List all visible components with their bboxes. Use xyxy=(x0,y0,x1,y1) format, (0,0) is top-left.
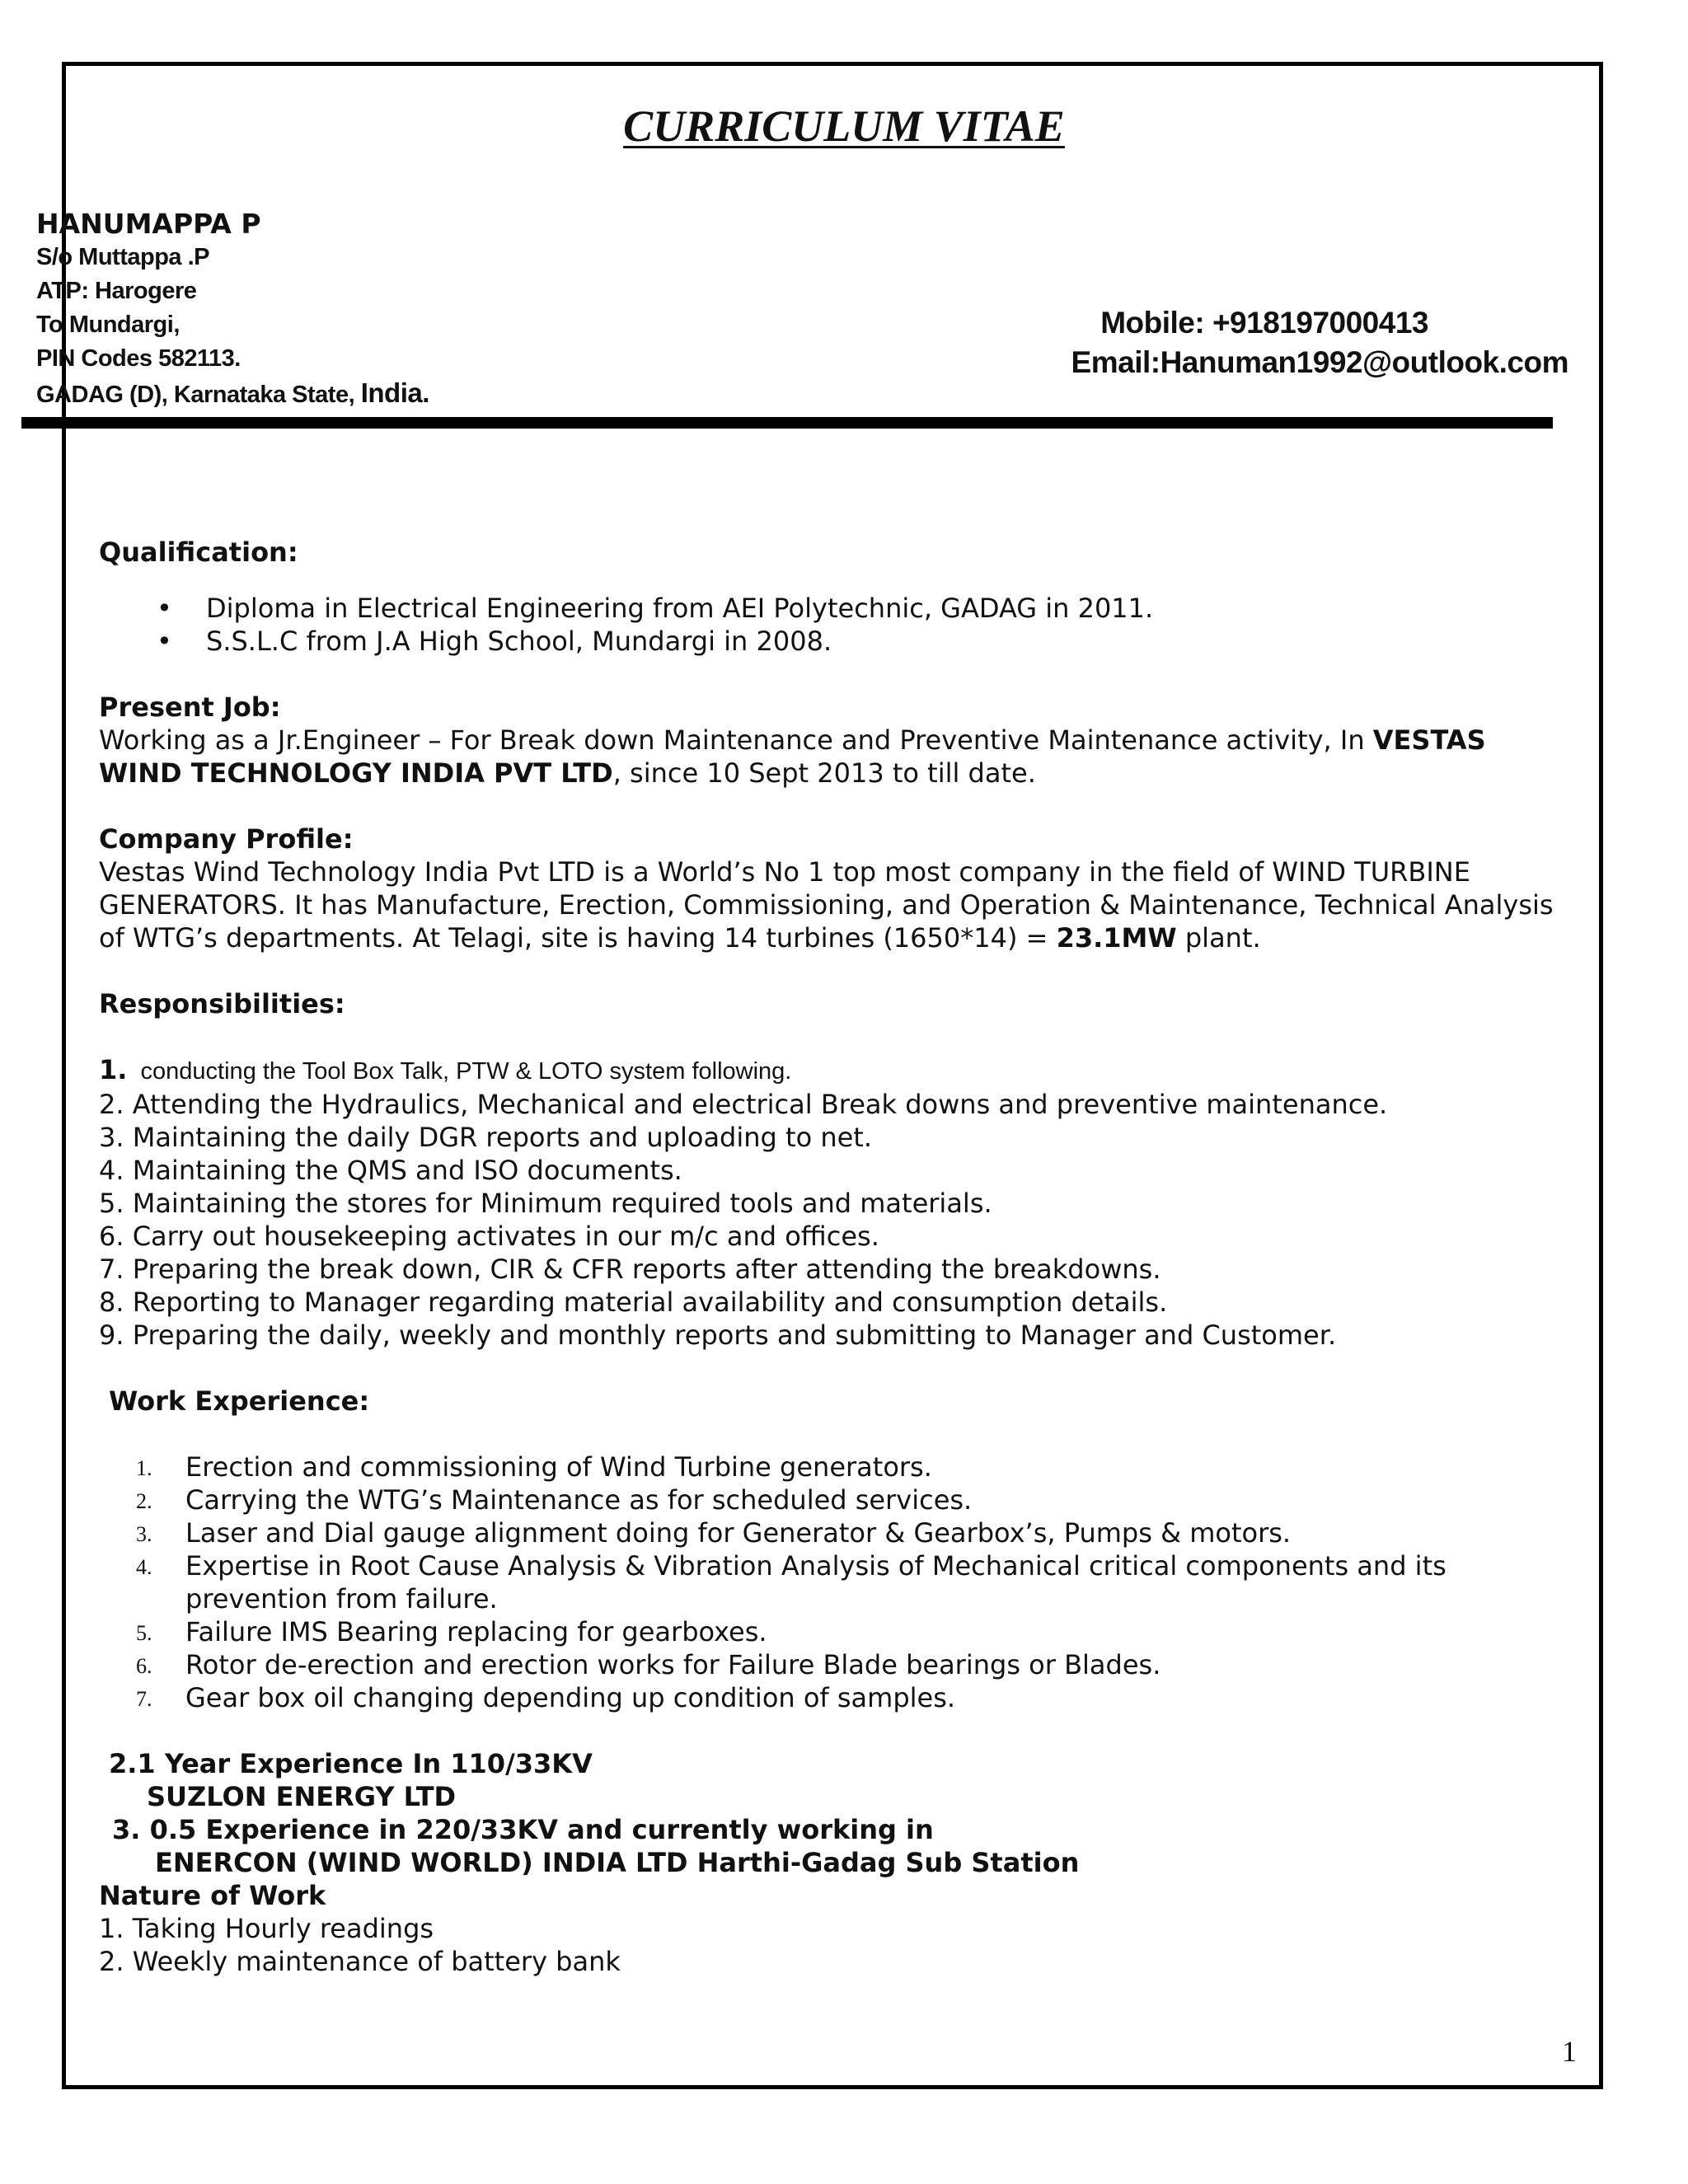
list-item: 3. Maintaining the daily DGR reports and uploading to net. xyxy=(99,1122,872,1153)
work-experience-list xyxy=(99,1451,1566,1714)
plant-capacity: 23.1MW xyxy=(1056,922,1177,954)
address-country: India. xyxy=(360,377,429,408)
header-divider xyxy=(21,417,1553,429)
address-line: GADAG (D), Karnataka State, India. xyxy=(36,377,429,408)
responsibilities-heading: Responsibilities: xyxy=(99,988,345,1019)
company-name: VESTAS WIND TECHNOLOGY INDIA PVT LTD xyxy=(99,724,1486,789)
list-item: 3. Laser and Dial gauge alignment doing for Generator & Gearbox’s, Pumps & motors. xyxy=(136,1517,1292,1549)
email-address: Email:Hanuman1992@outlook.com xyxy=(1071,345,1568,379)
list-item: 8. Reporting to Manager regarding material availability and consumption details. xyxy=(99,1286,1168,1318)
mobile-number: Mobile: +918197000413 xyxy=(1100,306,1428,340)
address-line: S/o Muttappa .P xyxy=(36,244,209,270)
experience-company: SUZLON ENERGY LTD xyxy=(147,1781,457,1812)
list-item: 2. Weekly maintenance of battery bank xyxy=(99,1946,621,1977)
work-experience-heading: Work Experience: xyxy=(109,1385,370,1417)
list-item: 6. Rotor de-erection and erection works for Failure Blade bearings or Blades. xyxy=(136,1649,1161,1680)
list-item: 7. Gear box oil changing depending up condition of samples. xyxy=(136,1682,956,1713)
list-item: • S.S.L.C from J.A High School, Mundargi in 2008. xyxy=(206,625,1566,658)
list-item: 5. Maintaining the stores for Minimum required tools and materials. xyxy=(99,1188,992,1219)
company-profile-heading: Company Profile: xyxy=(99,823,354,855)
qualification-heading: Qualification: xyxy=(99,537,298,568)
experience-line: 2.1 Year Experience In 110/33KV xyxy=(109,1748,593,1779)
page-number: 1 xyxy=(1562,2035,1577,2068)
list-item: 5. Failure IMS Bearing replacing for gearboxes. xyxy=(136,1616,767,1647)
address-line: To Mundargi, xyxy=(36,312,180,338)
list-item: 9. Preparing the daily, weekly and monthly reports and submitting to Manager and Customer. xyxy=(99,1319,1337,1351)
nature-of-work-heading: Nature of Work xyxy=(99,1880,326,1911)
document-title: CURRICULUM VITAE xyxy=(623,101,1065,151)
list-item: 1. conducting the Tool Box Talk, PTW & LOTO system following. xyxy=(99,1054,792,1085)
company-profile-text: Vestas Wind Technology India Pvt LTD is a World’s No 1 top most company in the field of WIND TURBINE GENERATORS. It has Manufacture, Erection, Commissioning, and Operation & Maintenance, Technical Analysis of WTG’s departments. At Telagi, site is having 14 turbines (1650*14) = 23.1MW plant. xyxy=(99,856,1554,954)
address-state: GADAG (D), Karnataka State xyxy=(36,382,349,408)
list-item: 2. Attending the Hydraulics, Mechanical and electrical Break downs and preventive maintenance. xyxy=(99,1089,1388,1120)
contact-block xyxy=(1071,303,1568,382)
list-item: 4. Expertise in Root Cause Analysis & Vibration Analysis of Mechanical critical components and its prevention from failure. xyxy=(136,1550,1447,1615)
address-block xyxy=(36,241,429,412)
list-item: 4. Maintaining the QMS and ISO documents. xyxy=(99,1155,682,1186)
experience-company: ENERCON (WIND WORLD) INDIA LTD Harthi-Gadag Sub Station xyxy=(155,1847,1080,1878)
present-job-heading: Present Job: xyxy=(99,691,281,723)
list-item: 1. Taking Hourly readings xyxy=(99,1913,434,1944)
qualification-list xyxy=(99,592,1566,658)
list-item: 2. Carrying the WTG’s Maintenance as for scheduled services. xyxy=(136,1484,973,1516)
address-line: ATP: Harogere xyxy=(36,278,197,304)
cv-body xyxy=(99,536,1566,1978)
list-item: • Diploma in Electrical Engineering from AEI Polytechnic, GADAG in 2011. xyxy=(206,592,1566,625)
list-item: 1. Erection and commissioning of Wind Turbine generators. xyxy=(136,1451,932,1483)
list-item: 7. Preparing the break down, CIR & CFR reports after attending the breakdowns. xyxy=(99,1254,1161,1285)
candidate-name: HANUMAPPA P xyxy=(36,208,261,240)
address-line: PIN Codes 582113. xyxy=(36,345,241,372)
present-job-text: Working as a Jr.Engineer – For Break down Maintenance and Preventive Maintenance activity, In VESTAS WIND TECHNOLOGY INDIA PVT LTD, since 10 Sept 2013 to till date. xyxy=(99,724,1486,789)
experience-line: 3. 0.5 Experience in 220/33KV and currently working in xyxy=(112,1814,934,1845)
list-item: 6. Carry out housekeeping activates in our m/c and offices. xyxy=(99,1221,879,1252)
